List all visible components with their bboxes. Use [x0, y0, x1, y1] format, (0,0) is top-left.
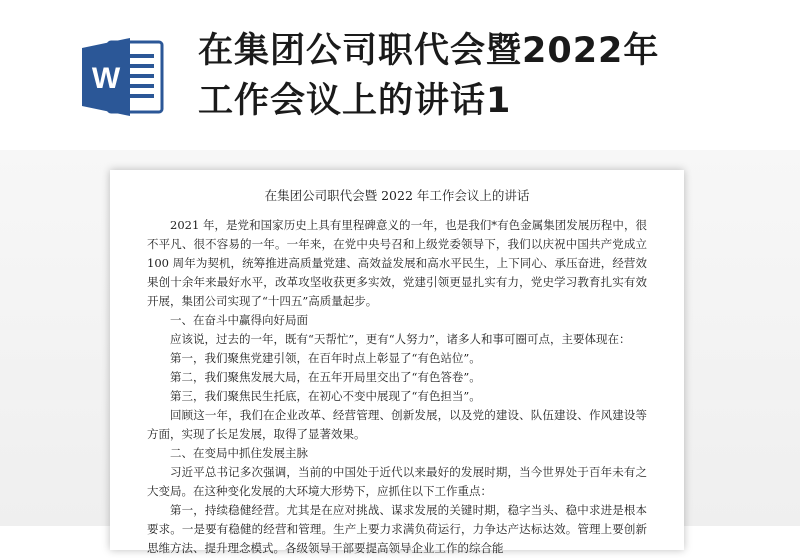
word-icon-letter: W [91, 62, 121, 95]
section-heading: 二、在变局中抓住发展主脉 [170, 446, 308, 460]
document-page [110, 170, 684, 555]
page-title [198, 26, 788, 126]
word-document-icon [78, 34, 168, 120]
page-title-line-2: 工作会议上的讲话1 [198, 81, 512, 121]
paragraph: 应该说，过去的一年，既有“天帮忙”，更有“人努力”，诸多人和事可圈可点，主要体现在： [170, 332, 631, 346]
header [0, 0, 800, 160]
paragraph: 回顾这一年，我们在企业改革、经营管理、创新发展，以及党的建设、队伍建设、作风建设等方面，实现了长足发展，取得了显著效果。 [147, 408, 647, 441]
paragraph: 2021 年，是党和国家历史上具有里程碑意义的一年，也是我们*有色金属集团发展历程中，很不平凡、很不容易的一年。一年来，在党中央号召和上级党委领导下，我们以庆祝中国共产党成立 100 周年为契机，统筹推进高质量党建、高效益发展和高水平民生，上下同心、承压奋进，经营效果创十余年来最好水平，改革攻坚收获更多实效，党建引领更显扎实有力，党史学习教育扎实有效开展，集团公司实现了“十四五”高质量起步。 [147, 218, 647, 308]
paragraph: 第一，我们聚焦党建引领，在百年时点上彰显了“有色站位”。 [170, 351, 481, 365]
paragraph: 习近平总书记多次强调，当前的中国处于近代以来最好的发展时期，当今世界处于百年未有之大变局。在这种变化发展的大环境大形势下，应抓住以下工作重点： [147, 465, 647, 498]
paragraph: 第三，我们聚焦民生托底，在初心不变中展现了“有色担当”。 [170, 389, 481, 403]
paragraph: 第二，我们聚焦发展大局，在五年开局里交出了“有色答卷”。 [170, 370, 481, 384]
document-body [147, 216, 647, 558]
document-title: 在集团公司职代会暨 2022 年工作会议上的讲话 [264, 188, 530, 203]
paragraph: 第一，持续稳健经营。尤其是在应对挑战、谋求发展的关键时期，稳字当头、稳中求进是根本要求。一是要有稳健的经营和管理。生产上要力求满负荷运行，力争达产达标达效。管理上要创新思维方法、提升理念模式。各级领导干部要提高领导企业工作的综合能 [147, 503, 647, 555]
section-heading: 一、在奋斗中赢得向好局面 [170, 313, 308, 327]
page-title-line-1: 在集团公司职代会暨2022年 [198, 31, 660, 71]
